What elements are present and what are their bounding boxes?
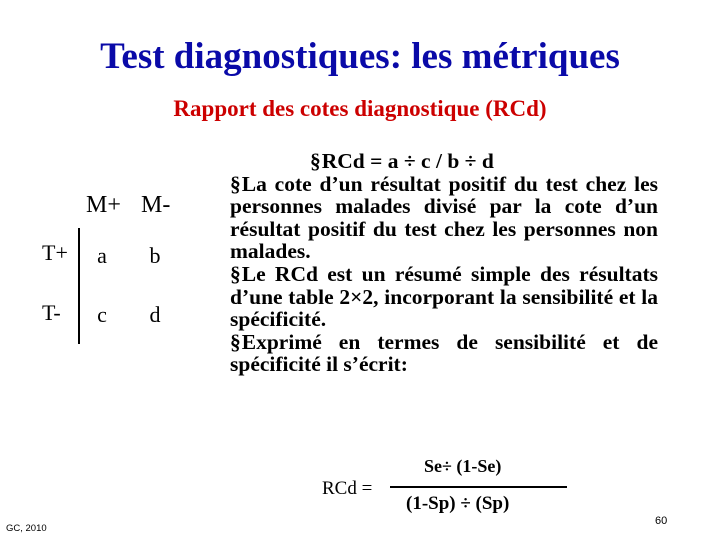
bullet-text-formula: RCd = a ÷ c / b ÷ d: [321, 149, 494, 173]
bullet-text-definition: La cote d’un résultat positif du test chez les personnes malades divisé par la cote d’un résultat positif du test chez les personnes non malades.: [230, 171, 658, 264]
row-label-t-minus: T-: [42, 300, 61, 325]
fraction-bar: [390, 486, 567, 488]
bullet-marker: §: [310, 149, 321, 173]
table-cell-d: d: [149, 302, 161, 327]
slide-subtitle: Rapport des cotes diagnostique (RCd): [173, 96, 547, 121]
formula-denominator: (1-Sp) ÷ (Sp): [406, 493, 510, 514]
footer-author: GC, 2010: [6, 523, 47, 534]
slide-title: Test diagnostiques: les métriques: [100, 36, 620, 77]
bullet-marker: §: [230, 261, 241, 286]
bullet-text-expression: Exprimé en termes de sensibilité et de spécificité il s’écrit:: [230, 329, 658, 377]
column-header-m-minus: M-: [141, 192, 171, 218]
column-header-m-plus: M+: [86, 192, 121, 218]
formula-lhs: RCd =: [322, 478, 373, 499]
bullet-marker: §: [230, 329, 241, 354]
formula-numerator: Se÷ (1-Se): [424, 456, 502, 476]
table-cell-b: b: [149, 243, 161, 268]
bullet-item: [310, 150, 640, 173]
bullet-text-summary: Le RCd est un résumé simple des résultats d’une table 2×2, incorporant la sensibilité et la spécificité.: [230, 261, 658, 332]
bullet-item: [230, 173, 658, 263]
table-cell-a: a: [97, 243, 107, 268]
row-label-t-plus: T+: [42, 240, 68, 265]
bullet-item: [230, 263, 658, 331]
page-number: 60: [655, 515, 668, 527]
bullet-list: [230, 150, 658, 376]
bullet-marker: §: [230, 171, 241, 196]
bullet-item: [230, 331, 658, 376]
table-cell-c: c: [97, 302, 107, 327]
